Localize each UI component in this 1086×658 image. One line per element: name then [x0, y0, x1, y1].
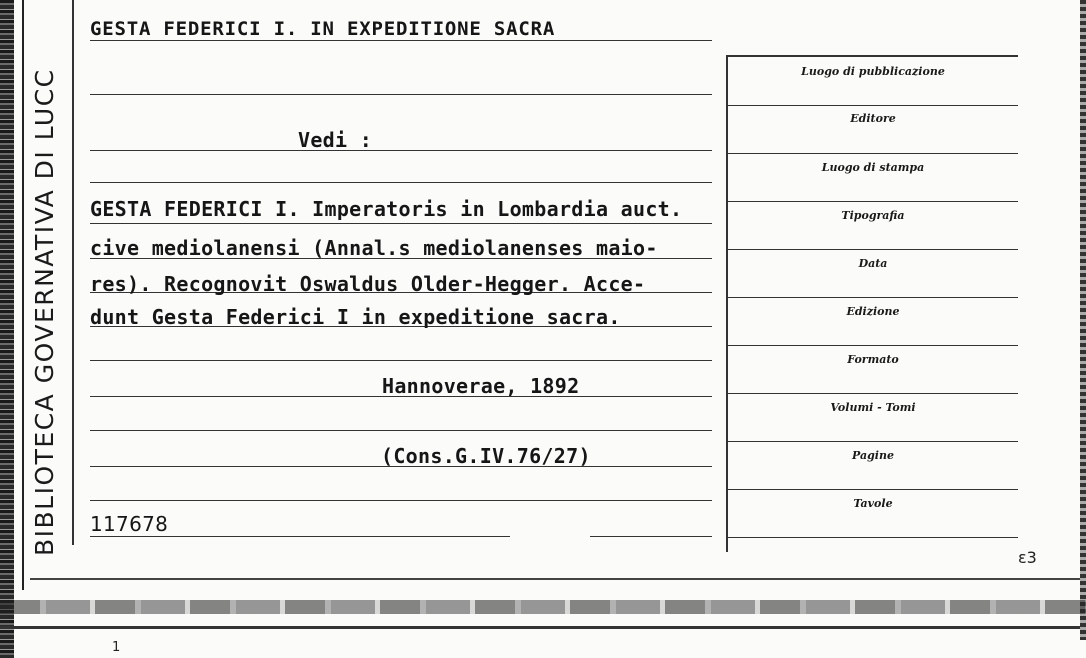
- scan-noise-band: [0, 600, 1086, 614]
- field-label: Tipografia: [841, 209, 905, 222]
- field-rule: [728, 345, 1018, 346]
- card-bottom-rule: [30, 578, 1080, 580]
- page-number: 1: [112, 640, 121, 655]
- field-rule: [728, 441, 1018, 442]
- field-rule: [728, 297, 1018, 298]
- description-line: cive mediolanensi (Annal.s mediolanenses maio-: [90, 236, 658, 260]
- description-line: dunt Gesta Federici I in expeditione sacra.: [90, 305, 621, 329]
- field-label: Volumi - Tomi: [830, 401, 916, 414]
- field-rule: [728, 153, 1018, 154]
- field-label: Luogo di pubblicazione: [801, 65, 945, 78]
- card-title: GESTA FEDERICI I. IN EXPEDITIONE SACRA: [90, 18, 556, 40]
- ruled-line: [90, 182, 712, 183]
- ruled-line: [90, 500, 712, 501]
- ruled-line: [90, 223, 712, 224]
- field-rule: [728, 105, 1018, 106]
- field-rule: [728, 393, 1018, 394]
- field-label: Luogo di stampa: [821, 161, 925, 174]
- field-label: Formato: [847, 353, 899, 366]
- description-line: GESTA FEDERICI I. Imperatoris in Lombardia auct.: [90, 197, 683, 221]
- field-rule: [728, 489, 1018, 490]
- place-and-year: Hannoverae, 1892: [382, 374, 580, 398]
- field-label: Edizione: [846, 305, 900, 318]
- corner-handwritten-mark: ε3: [1018, 548, 1037, 567]
- ruled-line: [90, 430, 712, 431]
- field-label: Data: [858, 257, 888, 270]
- ruled-line: [590, 536, 712, 537]
- field-label: Tavole: [853, 497, 893, 510]
- field-label: Pagine: [852, 449, 894, 462]
- field-rule: [728, 537, 1018, 538]
- torn-left-edge: [0, 0, 14, 658]
- ruled-line: [90, 94, 712, 95]
- shelfmark: (Cons.G.IV.76/27): [381, 444, 591, 468]
- ruled-line: [90, 536, 510, 537]
- next-card-edge: [0, 626, 1080, 629]
- field-rule: [728, 249, 1018, 250]
- library-stamp: BIBLIOTECA GOVERNATIVA DI LUCC: [30, 68, 59, 556]
- inner-margin-rule: [72, 0, 74, 545]
- field-label: Editore: [850, 112, 896, 125]
- see-reference-label: Vedi :: [298, 128, 373, 152]
- ruled-line: [90, 360, 712, 361]
- torn-right-edge: [1080, 0, 1086, 640]
- bibliographic-fields-box: [726, 55, 1018, 552]
- left-margin-rule: [22, 0, 24, 590]
- ruled-line: [90, 40, 712, 41]
- field-rule: [728, 201, 1018, 202]
- ruled-line: [90, 150, 712, 151]
- description-line: res). Recognovit Oswaldus Older-Hegger. Acce-: [90, 272, 646, 296]
- inventory-number: 117678: [90, 512, 169, 536]
